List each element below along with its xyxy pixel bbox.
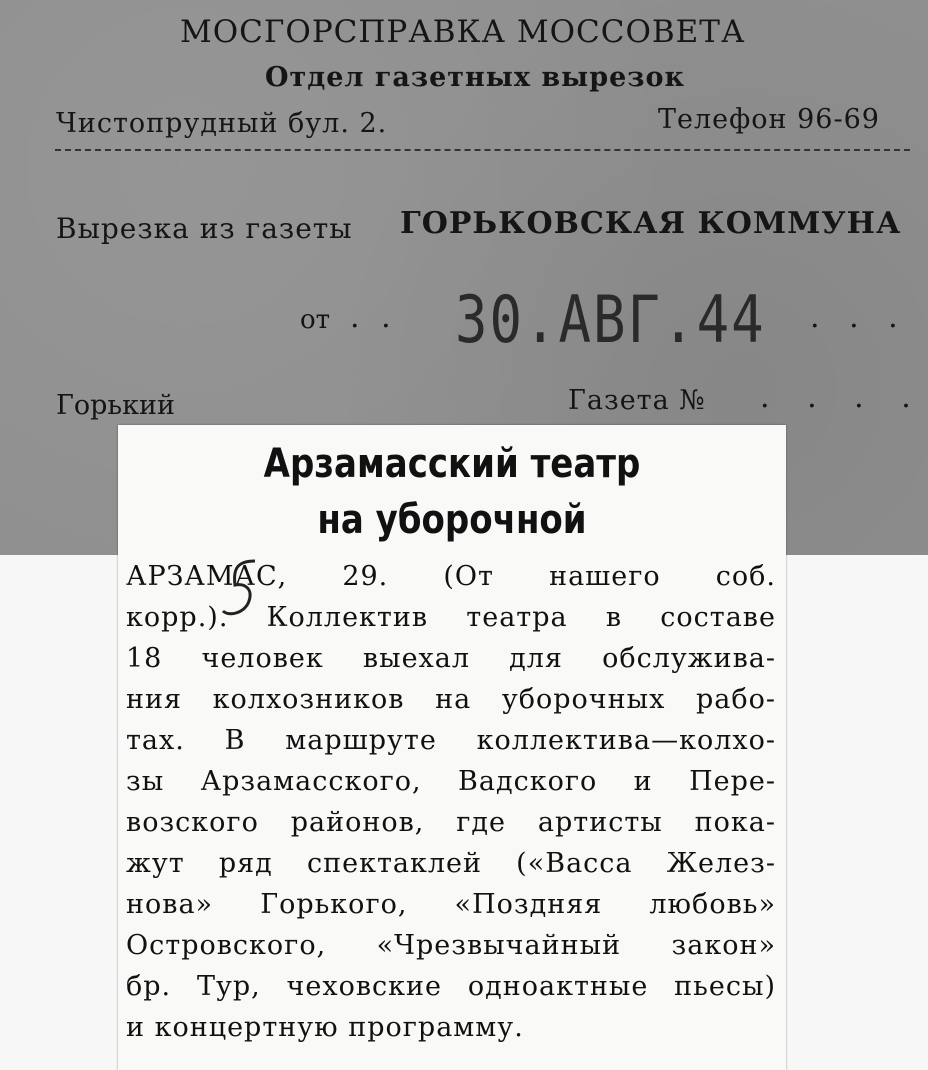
article-line: зы Арзамасского, Вадского и Пере- — [126, 766, 776, 797]
article-line: АРЗАМАС, 29. (От нашего соб. — [126, 561, 776, 592]
article-line: 18 человек выехал для обслужива- — [126, 643, 776, 674]
date-stamp: 30.АВГ.44 — [455, 282, 766, 358]
article-line: Островского, «Чрезвычайный закон» — [126, 930, 776, 961]
phone-number: Телефон 96-69 — [658, 104, 880, 135]
article-line: нова» Горького, «Поздняя любовь» — [126, 889, 776, 920]
city-name: Горький — [56, 390, 175, 421]
header-divider — [55, 149, 910, 151]
article-line: корр.). Коллектив театра в составе — [126, 602, 776, 633]
address: Чистопрудный бул. 2. — [56, 108, 388, 139]
gazeta-number-dots: . . . . — [760, 380, 925, 415]
article-title-line2: на уборочной — [317, 497, 587, 543]
article-line: бр. Тур, чеховские одноактные пьесы) — [126, 971, 776, 1002]
article-line: ния колхозников на уборочных рабо- — [126, 684, 776, 715]
agency-name: МОСГОРСПРАВКА МОССОВЕТА — [180, 14, 746, 50]
article-line: и концертную программу. — [126, 1012, 524, 1043]
article-line: жут ряд спектаклей («Васса Желез- — [126, 848, 776, 879]
clipping-label: Вырезка из газеты — [56, 212, 353, 245]
department-name: Отдел газетных вырезок — [265, 62, 685, 93]
newspaper-clipping — [118, 425, 786, 1070]
article-line: возского районов, где артисты пока- — [126, 807, 776, 838]
gazeta-number-label: Газета № — [568, 385, 706, 416]
article-title-line1: Арзамасский театр — [263, 441, 641, 487]
date-dots-before: . . — [350, 300, 397, 335]
article-line: тах. В маршруте коллектива—колхо- — [126, 725, 776, 756]
date-from-label: от — [300, 305, 331, 335]
newspaper-name: ГОРЬКОВСКАЯ КОММУНА — [400, 206, 902, 241]
date-dots-after: . . . — [810, 300, 908, 335]
pencil-mark — [215, 555, 265, 635]
